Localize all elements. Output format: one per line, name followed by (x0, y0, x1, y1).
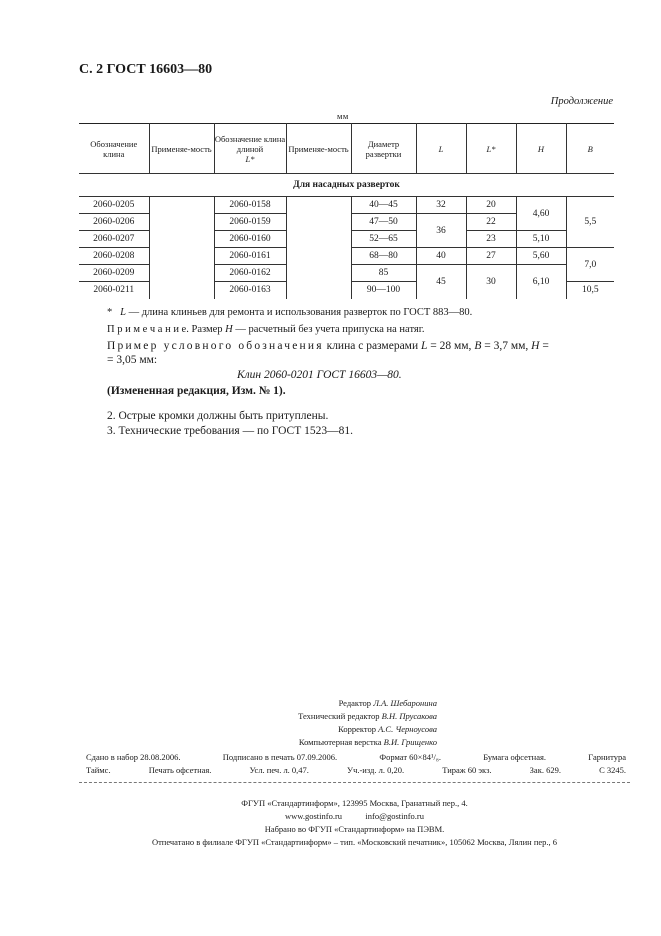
cell-code: 2060-0207 (79, 231, 149, 248)
col-diameter: Диаметр развертки (351, 124, 416, 174)
cell-L: 36 (416, 214, 466, 248)
cell-diameter: 40—45 (351, 197, 416, 214)
cell-code-length: 2060-0159 (214, 214, 286, 231)
cell-usage-2 (286, 197, 351, 299)
publisher-website: www.gostinfo.ru (284, 811, 343, 821)
imprint-field: Усл. печ. л. 0,47. (249, 765, 309, 775)
col-designation-length (214, 124, 286, 174)
cell-L: 40 (416, 248, 466, 265)
remark-text: — расчетный без учета припуска на натяг. (235, 324, 425, 335)
cell-code: 2060-0205 (79, 197, 149, 214)
continuation-label: Продолжение (550, 96, 613, 107)
cell-L: 45 (416, 265, 466, 299)
col-L: L (416, 124, 466, 174)
publisher-email: info@gostinfo.ru (365, 811, 425, 821)
example-lead: Пример условного обозначения (107, 340, 324, 352)
cell-code: 2060-0208 (79, 248, 149, 265)
cell-B: 10,5 (566, 282, 614, 299)
print-imprint (86, 751, 626, 777)
imprint-field: Печать офсетная. (148, 765, 212, 775)
publisher-typeset: Набрано во ФГУП «Стандартинформ» на ПЭВМ. (264, 824, 445, 834)
footnote-mark: * (107, 307, 113, 318)
publisher-info (79, 797, 630, 849)
cell-L-star: 27 (466, 248, 516, 265)
imprint-line-1 (86, 751, 626, 764)
example-H-symbol: H (531, 340, 540, 352)
remark-prefix: Размер (191, 324, 223, 335)
remark-label: П р и м е ч а н и е. (107, 324, 189, 335)
cell-H: 4,60 (516, 197, 566, 231)
credit-role: Технический редактор (298, 711, 380, 721)
divider (79, 782, 630, 783)
cell-code: 2060-0206 (79, 214, 149, 231)
imprint-field: Формат 60×84¹/₈. (379, 752, 441, 762)
page-header: С. 2 ГОСТ 16603—80 (79, 62, 213, 77)
cell-diameter: 68—80 (351, 248, 416, 265)
credit-line (265, 710, 437, 723)
credit-line (265, 723, 437, 736)
footnote-symbol: L (120, 307, 126, 318)
publisher-printed: Отпечатано в филиале ФГУП «Стандартинформ» – тип. «Московский печатник», 105062 Москва, Лялин пер., 6 (151, 837, 558, 847)
cell-code-length: 2060-0161 (214, 248, 286, 265)
imprint-field: С 3245. (599, 765, 626, 775)
cell-H: 6,10 (516, 265, 566, 299)
cell-diameter: 90—100 (351, 282, 416, 299)
example-text: клина с размерами (326, 340, 419, 352)
col-designation: Обозначение клина (79, 124, 149, 174)
publisher-contacts (79, 810, 630, 823)
credit-line (265, 697, 437, 710)
amendment-note: (Измененная редакция, Изм. № 1). (107, 385, 286, 397)
units-label: мм (337, 111, 349, 121)
cell-diameter: 52—65 (351, 231, 416, 248)
credit-role: Компьютерная верстка (298, 737, 382, 747)
designation-example (107, 339, 615, 367)
col-L-star: L* (466, 124, 516, 174)
imprint-field: Сдано в набор 28.08.2006. (86, 752, 181, 762)
cell-B: 7,0 (566, 248, 614, 282)
cell-code-length: 2060-0162 (214, 265, 286, 282)
remark-symbol: H (225, 324, 233, 335)
example-B-value: = 3,7 мм, (484, 340, 529, 352)
credit-role: Редактор (338, 698, 372, 708)
imprint-field: Зак. 629. (529, 765, 561, 775)
cell-code-length: 2060-0160 (214, 231, 286, 248)
publisher-address: ФГУП «Стандартинформ», 123995 Москва, Гранатный пер., 4. (241, 798, 468, 808)
imprint-field: Тираж 60 экз. (442, 765, 492, 775)
requirements-list (107, 409, 353, 439)
cell-L-star: 30 (466, 265, 516, 299)
imprint-field: Уч.-изд. л. 0,20. (347, 765, 405, 775)
col-usage-2: Применяе-мость (286, 124, 351, 174)
imprint-field: Бумага офсетная. (483, 752, 546, 762)
list-item: 2. Острые кромки должны быть притуплены. (107, 410, 329, 422)
cell-L: 32 (416, 197, 466, 214)
editorial-credits (265, 697, 437, 749)
footnote (107, 304, 472, 321)
example-H-value: = (542, 340, 549, 352)
cell-diameter: 85 (351, 265, 416, 282)
col-B: B (566, 124, 614, 174)
remark (107, 321, 472, 338)
cell-code-length: 2060-0158 (214, 197, 286, 214)
imprint-line-2 (86, 764, 626, 777)
section-title: Для насадных разверток (79, 174, 614, 197)
imprint-field: Гарнитура (588, 752, 626, 762)
col-designation-length-symbol: L* (245, 153, 255, 164)
example-designation: Клин 2060-0201 ГОСТ 16603—80. (237, 369, 402, 381)
cell-H: 5,60 (516, 248, 566, 265)
credit-name: А.С. Черноусова (378, 724, 437, 734)
example-H-continued: = 3,05 мм: (107, 354, 158, 366)
credit-name: Л.А. Шебаронина (373, 698, 437, 708)
cell-L-star: 20 (466, 197, 516, 214)
table-row (79, 197, 614, 214)
col-H: H (516, 124, 566, 174)
cell-diameter: 47—50 (351, 214, 416, 231)
cell-L-star: 22 (466, 214, 516, 231)
col-usage-1: Применяе-мость (149, 124, 214, 174)
cell-L-star: 23 (466, 231, 516, 248)
list-item: 3. Технические требования — по ГОСТ 1523—81. (107, 425, 353, 437)
example-L-value: = 28 мм, (430, 340, 472, 352)
cell-B: 5,5 (566, 197, 614, 248)
cell-usage-1 (149, 197, 214, 299)
credit-name: В.Н. Прусакова (381, 711, 437, 721)
footnote-text: — длина клиньев для ремонта и использования разверток по ГОСТ 883—80. (128, 307, 473, 318)
col-designation-length-text: Обозначение клина длиной (214, 133, 286, 154)
example-B-symbol: B (474, 340, 482, 352)
cell-code: 2060-0211 (79, 282, 149, 299)
table-notes (107, 304, 472, 338)
credit-name: В.И. Грищенко (383, 737, 437, 747)
imprint-field: Таймс. (86, 765, 111, 775)
imprint-field: Подписано в печать 07.09.2006. (222, 752, 338, 762)
cell-code: 2060-0209 (79, 265, 149, 282)
cell-H: 5,10 (516, 231, 566, 248)
credit-role: Корректор (338, 724, 376, 734)
wedge-dimensions-table (79, 123, 614, 299)
credit-line (265, 736, 437, 749)
cell-code-length: 2060-0163 (214, 282, 286, 299)
example-L-symbol: L (420, 340, 428, 352)
